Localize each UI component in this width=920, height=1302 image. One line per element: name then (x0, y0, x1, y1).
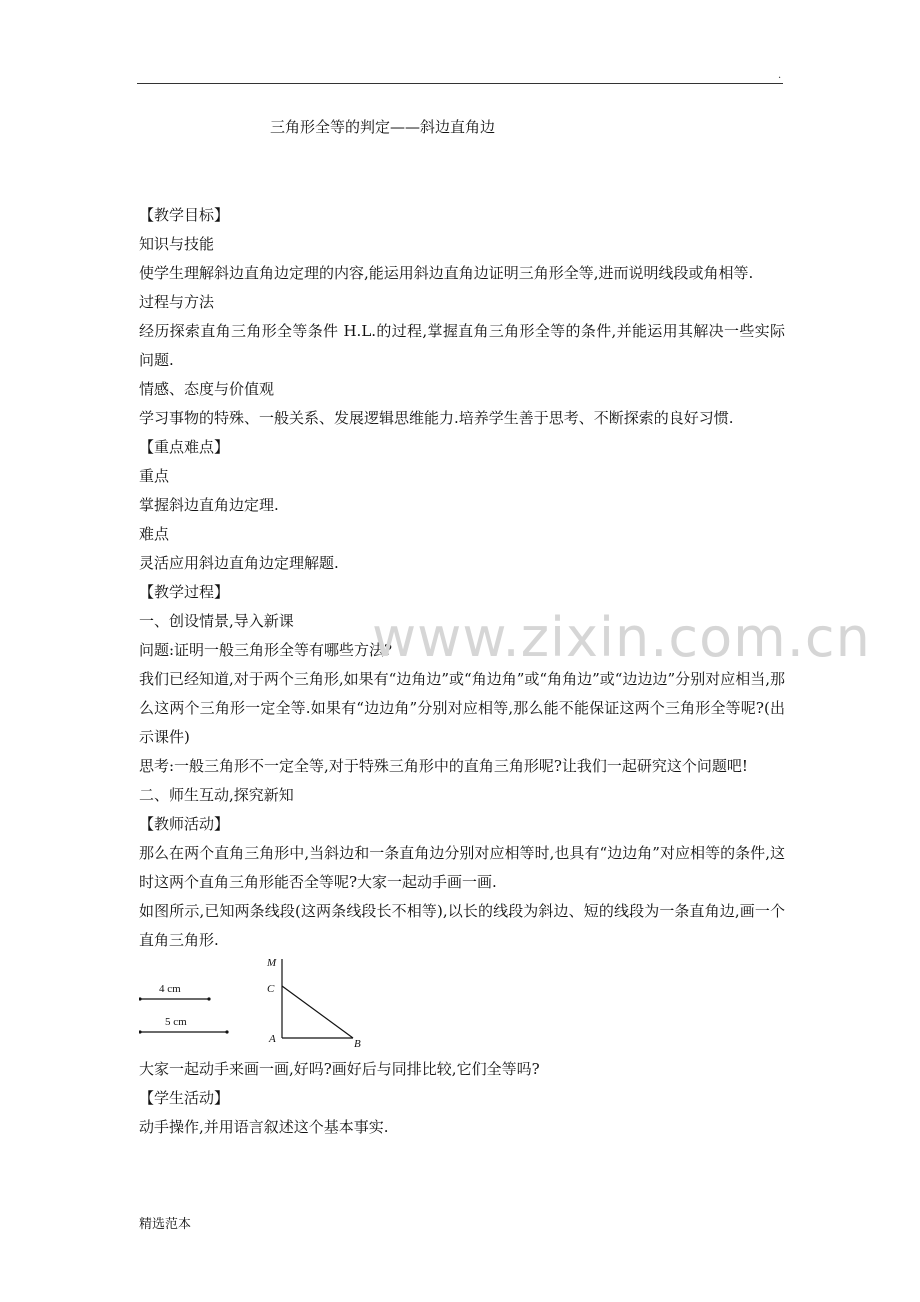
segment-short-endpoint (139, 997, 142, 1000)
paragraph: 那么在两个直角三角形中,当斜边和一条直角边分别对应相等时,也具有“边边角”对应相等的条件,这时这两个直角三角形能否全等呢?大家一起动手画一画. (139, 844, 785, 891)
paragraph: 【教学过程】 (139, 583, 230, 601)
paragraph: 问题:证明一般三角形全等有哪些方法? (139, 641, 393, 659)
paragraph: 学习事物的特殊、一般关系、发展逻辑思维能力.培养学生善于思考、不断探索的良好习惯. (139, 409, 734, 427)
paragraph: 使学生理解斜边直角边定理的内容,能运用斜边直角边证明三角形全等,进而说明线段或角相等. (139, 264, 754, 282)
watermark: www.zixin.com.cn (372, 606, 871, 669)
paragraph: 一、创设情景,导入新课 (139, 612, 294, 630)
segment-long-endpoint (139, 1030, 142, 1033)
paragraph: 重点 (139, 467, 170, 485)
segment-short-label: 4 cm (159, 983, 181, 995)
footer-text: 精选范本 (139, 1217, 192, 1232)
hypotenuse-cb (282, 986, 353, 1038)
paragraph: 如图所示,已知两条线段(这两条线段长不相等),以长的线段为斜边、短的线段为一条直角边,画一个直角三角形. (139, 902, 785, 949)
paragraph: 思考:一般三角形不一定全等,对于特殊三角形中的直角三角形呢?让我们一起研究这个问题吧! (139, 757, 748, 775)
paragraph: 知识与技能 (139, 235, 215, 253)
paragraph: 掌握斜边直角边定理. (139, 496, 279, 514)
header-rule (137, 83, 783, 84)
paragraph: 【重点难点】 (139, 438, 230, 456)
paragraph: 【教师活动】 (139, 815, 230, 833)
paragraph: 灵活应用斜边直角边定理解题. (139, 554, 339, 572)
paragraph: 动手操作,并用语言叙述这个基本事实. (139, 1118, 389, 1136)
paragraph: 我们已经知道,对于两个三角形,如果有“边角边”或“角边角”或“角角边”或“边边边”分别对应相当,那么这两个三角形一定全等.如果有“边边角”分别对应相等,那么能不能保证这两个三角形全等呢?(出示课件) (139, 670, 785, 746)
paragraph: 二、师生互动,探究新知 (139, 786, 294, 804)
paragraph: 情感、态度与价值观 (139, 380, 275, 398)
paragraph: 难点 (139, 525, 170, 543)
paragraph: 大家一起动手来画一画,好吗?画好后与同排比较,它们全等吗? (139, 1060, 540, 1078)
paragraph: 【教学目标】 (139, 206, 230, 224)
paragraph: 【学生活动】 (139, 1089, 230, 1107)
point-c-label: C (267, 983, 275, 995)
point-a-label: A (269, 1033, 276, 1045)
segment-long-label: 5 cm (165, 1016, 187, 1028)
paragraphs-after-figure (139, 1055, 785, 1142)
segment-long-endpoint (225, 1030, 228, 1033)
triangle-diagram (139, 955, 785, 1055)
segment-short-endpoint (207, 997, 210, 1000)
figure-right-triangle (139, 955, 785, 1055)
paragraphs-before-figure (139, 201, 785, 955)
document-body (139, 201, 785, 1142)
paragraph: 过程与方法 (139, 293, 215, 311)
point-b-label: B (354, 1038, 361, 1050)
page-title: 三角形全等的判定——斜边直角边 (270, 118, 496, 136)
point-m-label: M (267, 957, 277, 969)
paragraph: 经历探索直角三角形全等条件 H.L.的过程,掌握直角三角形全等的条件,并能运用其解决一些实际问题. (139, 322, 785, 369)
header-dot: . (778, 70, 782, 81)
